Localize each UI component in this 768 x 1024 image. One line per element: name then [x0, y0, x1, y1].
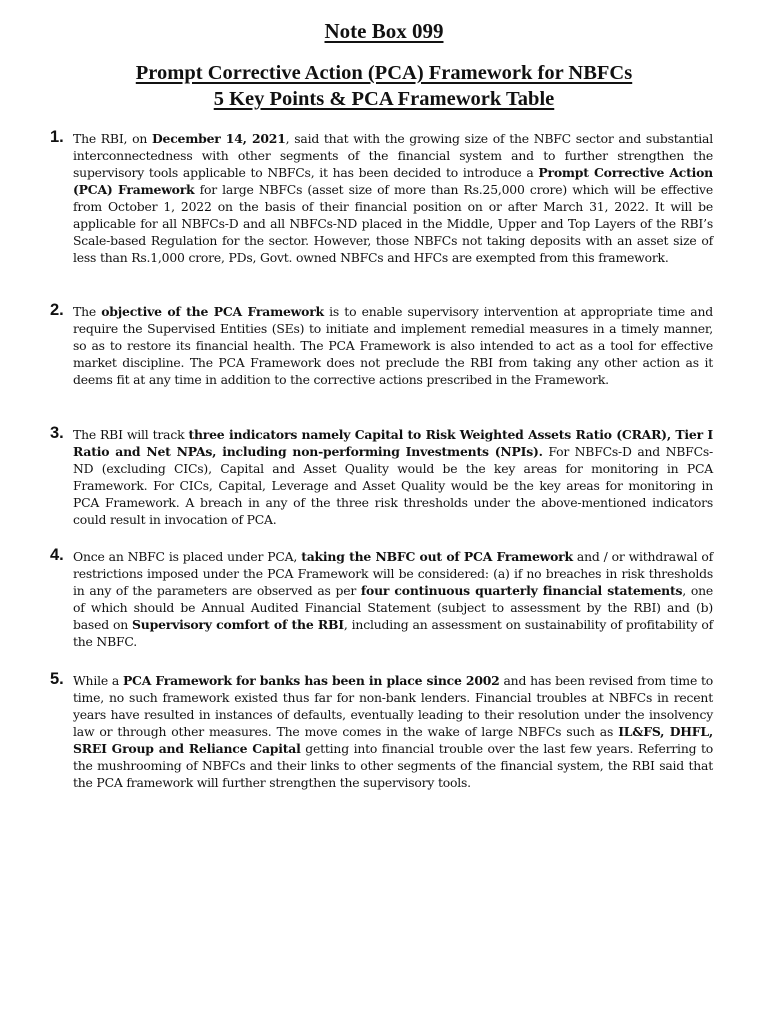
point-text: The objective of the PCA Framework is to enable supervisory intervention at appropriate time and require the Supervised Entities (SEs) to initiate and implement remedial measures in a timely manner, so as to restore its financial health. The PCA Framework is also intended to act as a tool for effective market discipline. The PCA Framework does not preclude the RBI from taking any other action as it deems fit at any time in addition to the corrective actions prescribed in the Framework.	[73, 304, 713, 387]
point-number: 2.	[50, 301, 64, 319]
point-text: Once an NBFC is placed under PCA, taking the NBFC out of PCA Framework and / or withdrawal of restrictions imposed under the PCA Framework will be considered: (a) if no breaches in risk thresholds in any of the parameters are observed as per four continuous quarterly financial statements, one of which should be Annual Audited Financial Statement (subject to assessment by the RBI) and (b) based on Supervisory comfort of the RBI, including an assessment on sustainability of profitability of the NBFC.	[73, 549, 714, 649]
point-number: 3.	[50, 424, 64, 442]
page-title	[0, 60, 768, 112]
point-text: The RBI, on December 14, 2021, said that with the growing size of the NBFC sector and substantial interconnectedness with other segments of the financial system and to further strengthen the supervisory tools applicable to NBFCs, it has been decided to introduce a Prompt Corrective Action (PCA) Framework for large NBFCs (asset size of more than Rs.25,000 crore) which will be effective from October 1, 2022 on the basis of their financial position on or after March 31, 2022. It will be applicable for all NBFCs-D and all NBFCs-ND placed in the Middle, Upper and Top Layers of the RBI’s Scale-based Regulation for the sector. However, those NBFCs not taking deposits with an asset size of less than Rs.1,000 crore, PDs, Govt. owned NBFCs and HFCs are exempted from this framework.	[73, 131, 713, 265]
title-line-1: Prompt Corrective Action (PCA) Framework for NBFCs	[135, 62, 633, 84]
note-box-title: Note Box 099	[324, 19, 444, 43]
point-number: 5.	[50, 670, 64, 688]
point-number: 4.	[50, 546, 64, 564]
point-text: The RBI will track three indicators namely Capital to Risk Weighted Assets Ratio (CRAR), Tier I Ratio and Net NPAs, including non-performing Investments (NPIs). For NBFCs-D and NBFCs-ND (excluding CICs), Capital and Asset Quality would be the key areas for monitoring in PCA Framework. For CICs, Capital, Leverage and Asset Quality would be the key areas for monitoring in PCA Framework. A breach in any of the three risk thresholds under the above-mentioned indicators could result in invocation of PCA.	[73, 427, 714, 527]
title-line-2: 5 Key Points & PCA Framework Table	[213, 88, 555, 110]
point-text: While a PCA Framework for banks has been in place since 2002 and has been revised from time to time, no such framework existed thus far for non-bank lenders. Financial troubles at NBFCs in recent years have resulted in instances of defaults, eventually leading to their resolution under the insolvency law or through other measures. The move comes in the wake of large NBFCs such as IL&FS, DHFL, SREI Group and Reliance Capital getting into financial trouble over the last few years. Referring to the mushrooming of NBFCs and their links to other segments of the financial system, the RBI said that the PCA framework will further strengthen the supervisory tools.	[73, 673, 714, 790]
point-number: 1.	[50, 128, 64, 146]
